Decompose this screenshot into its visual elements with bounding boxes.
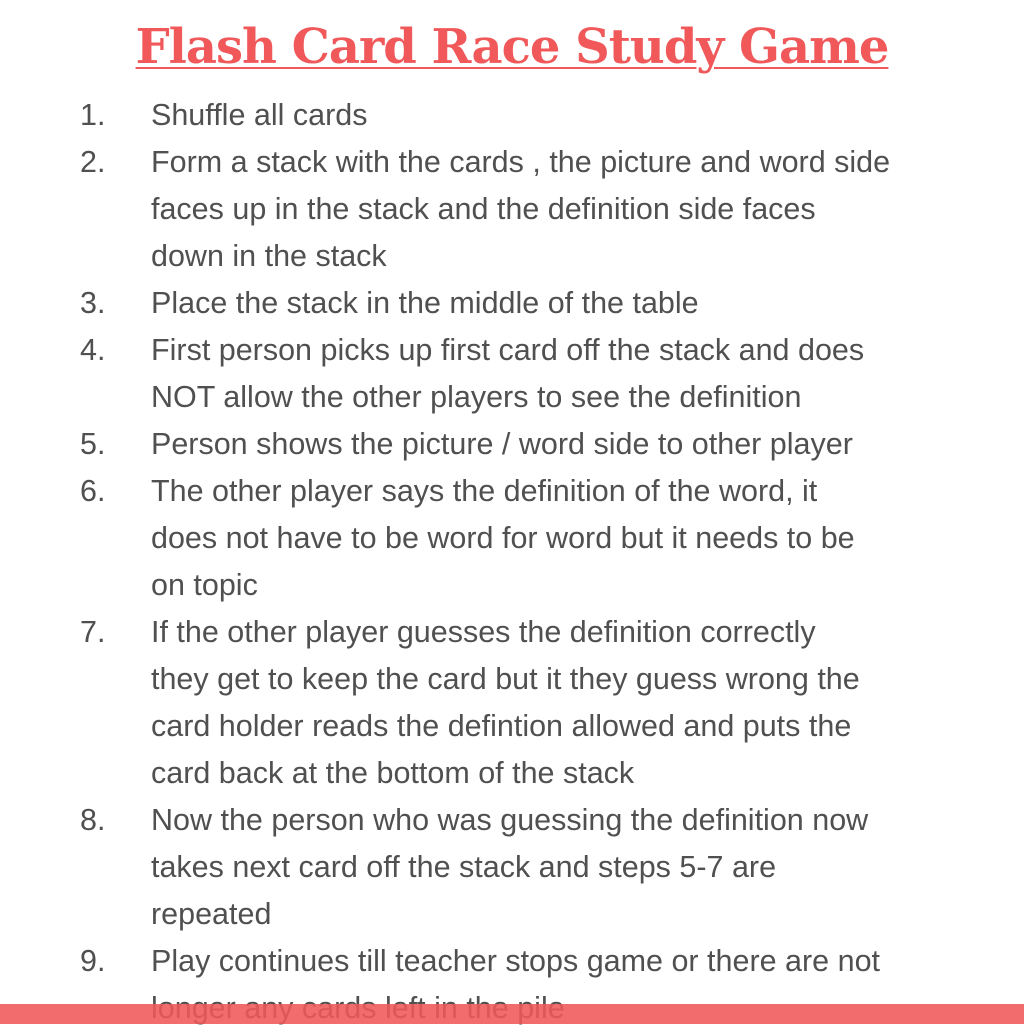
- step-line: on topic: [151, 568, 258, 602]
- step-line: Now the person who was guessing the definition now: [151, 803, 869, 837]
- list-item: [0, 92, 1024, 139]
- list-item: [0, 327, 1024, 421]
- step-line: they get to keep the card but it they guess wrong the: [151, 662, 860, 696]
- step-number: 4.: [80, 333, 106, 367]
- step-number: 6.: [80, 474, 106, 508]
- step-number: 8.: [80, 803, 106, 837]
- step-line: repeated: [151, 897, 272, 931]
- bottom-accent-bar: [0, 1004, 1024, 1024]
- step-line: Shuffle all cards: [151, 98, 368, 132]
- step-number: 2.: [80, 145, 106, 179]
- step-line: First person picks up first card off the stack and does: [151, 333, 865, 367]
- step-number: 5.: [80, 427, 106, 461]
- step-line: NOT allow the other players to see the definition: [151, 380, 802, 414]
- list-item: [0, 797, 1024, 938]
- step-line: Play continues till teacher stops game or there are not: [151, 944, 881, 978]
- list-item: [0, 609, 1024, 797]
- step-number: 3.: [80, 286, 106, 320]
- list-item: [0, 421, 1024, 468]
- list-item: [0, 280, 1024, 327]
- step-line: Form a stack with the cards , the picture and word side: [151, 145, 891, 179]
- step-line: takes next card off the stack and steps 5-7 are: [151, 850, 777, 884]
- step-line: Place the stack in the middle of the table: [151, 286, 699, 320]
- list-item: [0, 139, 1024, 280]
- instruction-list: [0, 92, 1024, 1032]
- step-line: faces up in the stack and the definition side faces: [151, 192, 816, 226]
- step-line: card back at the bottom of the stack: [151, 756, 635, 790]
- list-item: [0, 468, 1024, 609]
- step-line: The other player says the definition of the word, it: [151, 474, 818, 508]
- step-number: 1.: [80, 98, 106, 132]
- page-title: Flash Card Race Study Game: [135, 19, 889, 75]
- step-number: 9.: [80, 944, 106, 978]
- step-line: If the other player guesses the definition correctly: [151, 615, 816, 649]
- step-line: card holder reads the defintion allowed and puts the: [151, 709, 852, 743]
- step-line: does not have to be word for word but it needs to be: [151, 521, 855, 555]
- step-line: down in the stack: [151, 239, 387, 273]
- step-number: 7.: [80, 615, 106, 649]
- step-line: Person shows the picture / word side to other player: [151, 427, 853, 461]
